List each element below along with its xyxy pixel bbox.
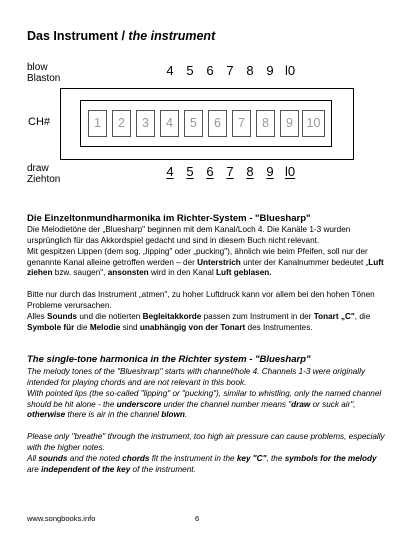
draw-number: 6	[206, 164, 214, 179]
blow-number: 8	[246, 63, 254, 78]
hole-1: 1	[88, 110, 107, 137]
draw-number: 4	[166, 164, 174, 179]
text-run: .	[184, 410, 188, 419]
draw-number: 5	[186, 164, 194, 179]
paragraph-de-1: Die Melodietöne der „Bluesharp" beginnen mit dem Kanal/Loch 4. Die Kanäle 1-3 wurden ursprünglich für das Akkordspiel gedacht und sind in diesem Buch nicht relevant.	[27, 225, 351, 245]
hole-7: 7	[232, 110, 251, 137]
text-run: Mit gespitzen Lippen (dem sog. „lipping" oder „pucking"), ähnlich wie beim Pfeifen, soll nur der genannte Kanal alleine getroffen werden – der	[27, 247, 368, 267]
paragraph-de-4	[27, 312, 389, 333]
text-run: bzw. saugen",	[52, 268, 108, 277]
draw-label: draw	[27, 163, 49, 174]
text-run: there is air in the channel	[65, 410, 162, 419]
title-main: Das Instrument /	[27, 29, 129, 43]
blow-number: 5	[186, 63, 194, 78]
text-bold: Tonart „C"	[313, 312, 355, 321]
hole-6: 6	[208, 110, 227, 137]
text-bold: Luft ziehen	[27, 257, 384, 277]
hole-9: 9	[280, 110, 299, 137]
blow-number: 4	[166, 63, 174, 78]
draw-number: l0	[284, 164, 296, 179]
page-title	[27, 29, 215, 43]
text-bold: Begleitakkorde	[142, 312, 202, 321]
text-bold: key "C"	[236, 454, 267, 463]
blow-number: 7	[226, 63, 234, 78]
draw-number: 8	[246, 164, 254, 179]
hole-8: 8	[256, 110, 275, 137]
text-bold: underscore	[116, 399, 162, 409]
paragraph-de-2	[27, 247, 389, 279]
title-italic: the instrument	[128, 29, 216, 43]
text-bold: Symbole für	[27, 322, 75, 332]
section-heading-en: The single-tone harmonica in the Richter system - "Bluesharp"	[27, 354, 311, 365]
text-run: , die	[354, 312, 371, 321]
footer-website: www.songbooks.info	[27, 514, 96, 523]
text-bold: symbols for the melody	[284, 454, 377, 463]
text-run: passen zum Instrument in der	[201, 312, 314, 321]
section-heading-de: Die Einzeltonmundharmonika im Richter-System - "Bluesharp"	[27, 213, 311, 224]
blaston-label: Blaston	[27, 73, 61, 84]
text-bold: unabhängig von der Tonart	[139, 322, 246, 332]
text-bold: independent of the key	[41, 464, 131, 474]
text-run: With pointed lips (the so-called "lipping" or "pucking"), similar to whistling, only the named channel should be hit alone - the	[27, 389, 382, 409]
text-bold: blown	[161, 410, 185, 419]
paragraph-en-3: Please only "breathe" through the instrument, too high air pressure can cause problems, especially with the higher notes.	[27, 432, 385, 452]
paragraph-en-1: The melody tones of the "Blueshrarp" starts with channel/hole 4. Channels 1-3 were originally intended for playing chords and are not relevant in this book.	[27, 367, 366, 387]
hole-5: 5	[184, 110, 203, 137]
text-run: of the instrument.	[130, 464, 196, 474]
text-run: or suck air",	[310, 399, 356, 409]
text-run: All	[27, 454, 39, 463]
draw-number: 9	[266, 164, 274, 179]
page-number: 6	[195, 514, 200, 523]
text-run: fit the instrument in the	[149, 454, 237, 463]
text-run: wird in den Kanal	[148, 268, 217, 277]
channel-label: CH#	[28, 116, 51, 128]
text-run: Alles	[27, 312, 48, 321]
blow-label: blow	[27, 62, 48, 73]
paragraph-de-3: Bitte nur durch das Instrument „atmen", zu hoher Luftdruck kann vor allem bei den hohen Tönen Probleme verursachen.	[27, 290, 375, 310]
text-bold: chords	[122, 454, 150, 463]
paragraph-en-2	[27, 389, 389, 421]
paragraph-en-4	[27, 454, 389, 475]
text-bold: draw	[291, 399, 311, 409]
text-run: die	[74, 322, 90, 332]
text-run: under the channel number means "	[161, 399, 292, 409]
text-run: sind	[120, 322, 140, 332]
text-bold: Melodie	[89, 322, 121, 332]
text-bold: Sounds	[47, 312, 78, 321]
blow-number: 9	[266, 63, 274, 78]
text-bold: Unterstrich	[197, 257, 241, 267]
blow-numbers	[160, 63, 300, 79]
text-run: und die notierten	[77, 312, 143, 321]
blow-number: l0	[284, 63, 296, 78]
draw-numbers	[160, 164, 300, 180]
blow-number: 6	[206, 63, 214, 78]
hole-3: 3	[136, 110, 155, 137]
hole-2: 2	[112, 110, 131, 137]
text-run: are	[27, 464, 42, 474]
draw-number: 7	[226, 164, 234, 179]
text-run: , the	[266, 454, 285, 463]
text-run: unter der Kanalnummer bedeutet „	[240, 257, 369, 267]
text-bold: Luft geblasen.	[216, 268, 272, 277]
text-bold: otherwise	[27, 410, 66, 419]
hole-4: 4	[160, 110, 179, 137]
text-run: and the noted	[67, 454, 123, 463]
hole-10: 10	[302, 110, 325, 137]
text-run: des Instrumentes.	[245, 322, 313, 332]
text-bold: ansonsten	[107, 268, 149, 277]
ziehton-label: Ziehton	[27, 174, 61, 185]
text-bold: sounds	[38, 454, 68, 463]
